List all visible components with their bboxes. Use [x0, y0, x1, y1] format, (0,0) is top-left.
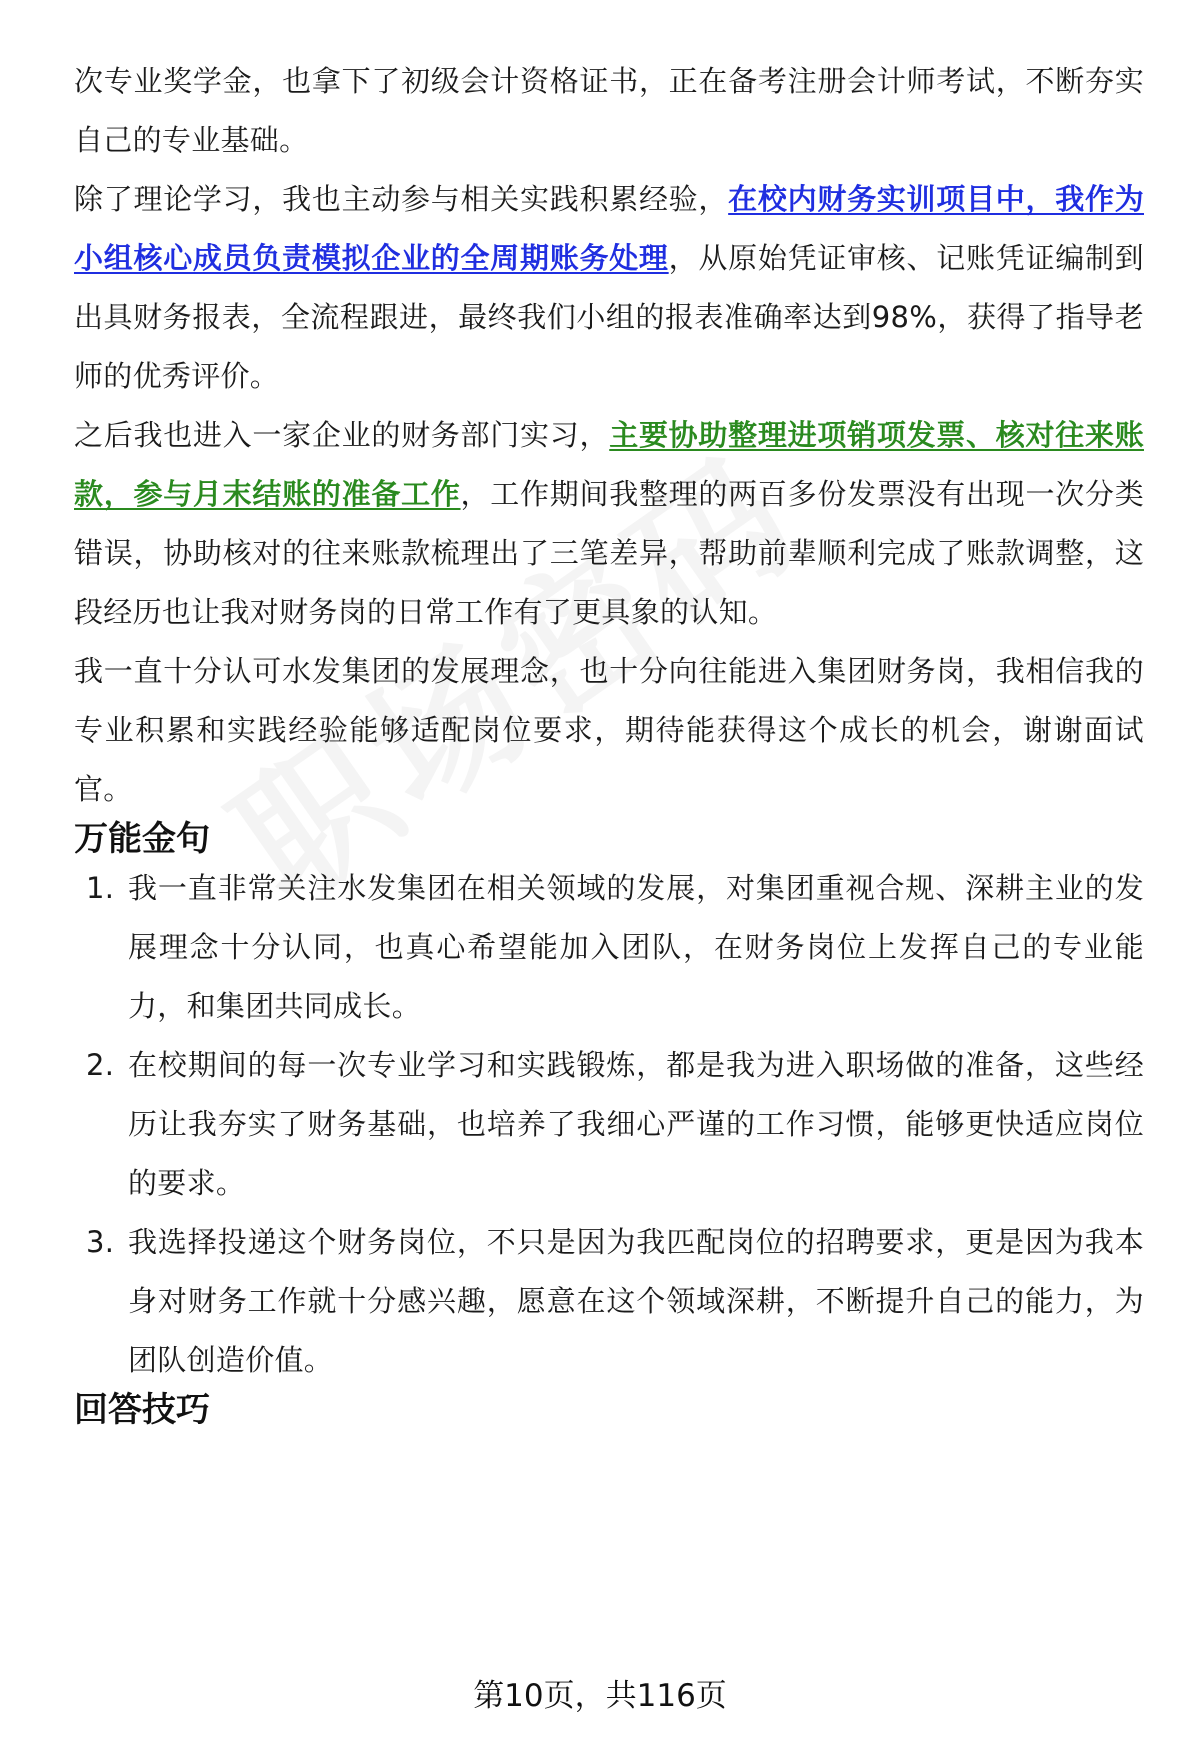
paragraph-closing — [74, 642, 1144, 819]
list-item-text: 我选择投递这个财务岗位，不只是因为我匹配岗位的招聘要求，更是因为我本身对财务工作就十分感兴趣，愿意在这个领域深耕，不断提升自己的能力，为团队创造价值。 — [128, 1225, 1144, 1377]
paragraph-text: 之后我也进入一家企业的财务部门实习， — [74, 418, 610, 452]
paragraph-internship — [74, 406, 1144, 642]
paragraph-practice-training — [74, 170, 1144, 406]
section-title-answer-tips: 回答技巧 — [74, 1390, 210, 1430]
list-item — [74, 1036, 1144, 1213]
list-item — [74, 859, 1144, 1036]
list-item-text: 我一直非常关注水发集团在相关领域的发展，对集团重视合规、深耕主业的发展理念十分认同，也真心希望能加入团队，在财务岗位上发挥自己的专业能力，和集团共同成长。 — [128, 871, 1144, 1023]
page-number: 第10页，共116页 — [473, 1678, 727, 1714]
paragraph-scholarship — [74, 52, 1144, 170]
paragraph-text: ，从原始凭证审核、记账凭证编制到出具财务报表，全流程跟进，最终我们小组的报表准确率达到98%，获得了指导老师的优秀评价。 — [74, 241, 1144, 393]
paragraph-text: 除了理论学习，我也主动参与相关实践积累经验， — [74, 182, 729, 216]
list-item-number: 3. — [86, 1225, 115, 1259]
highlight-internship-duties: 主要协助整理进项销项发票、核对往来账款，参与月末结账的准备工作 — [74, 418, 1144, 511]
paragraph-text: 我一直十分认可水发集团的发展理念，也十分向往能进入集团财务岗，我相信我的专业积累和实践经验能够适配岗位要求，期待能获得这个成长的机会，谢谢面试官。 — [74, 654, 1144, 806]
highlight-training-project: 在校内财务实训项目中，我作为小组核心成员负责模拟企业的全周期账务处理 — [74, 182, 1144, 275]
list-item-text: 在校期间的每一次专业学习和实践锻炼，都是我为进入职场做的准备，这些经历让我夯实了财务基础，也培养了我细心严谨的工作习惯，能够更快适应岗位的要求。 — [128, 1048, 1144, 1200]
section-title-golden-sentences: 万能金句 — [74, 819, 210, 859]
list-item-number: 1. — [86, 871, 115, 905]
golden-sentences-list — [74, 859, 1144, 1390]
list-item-number: 2. — [86, 1048, 115, 1082]
document-content — [74, 52, 1144, 1430]
paragraph-text: ，工作期间我整理的两百多份发票没有出现一次分类错误，协助核对的往来账款梳理出了三笔差异，帮助前辈顺利完成了账款调整，这段经历也让我对财务岗的日常工作有了更具象的认知。 — [74, 477, 1144, 629]
list-item — [74, 1213, 1144, 1390]
paragraph-text: 次专业奖学金，也拿下了初级会计资格证书，正在备考注册会计师考试，不断夯实自己的专业基础。 — [74, 64, 1144, 157]
